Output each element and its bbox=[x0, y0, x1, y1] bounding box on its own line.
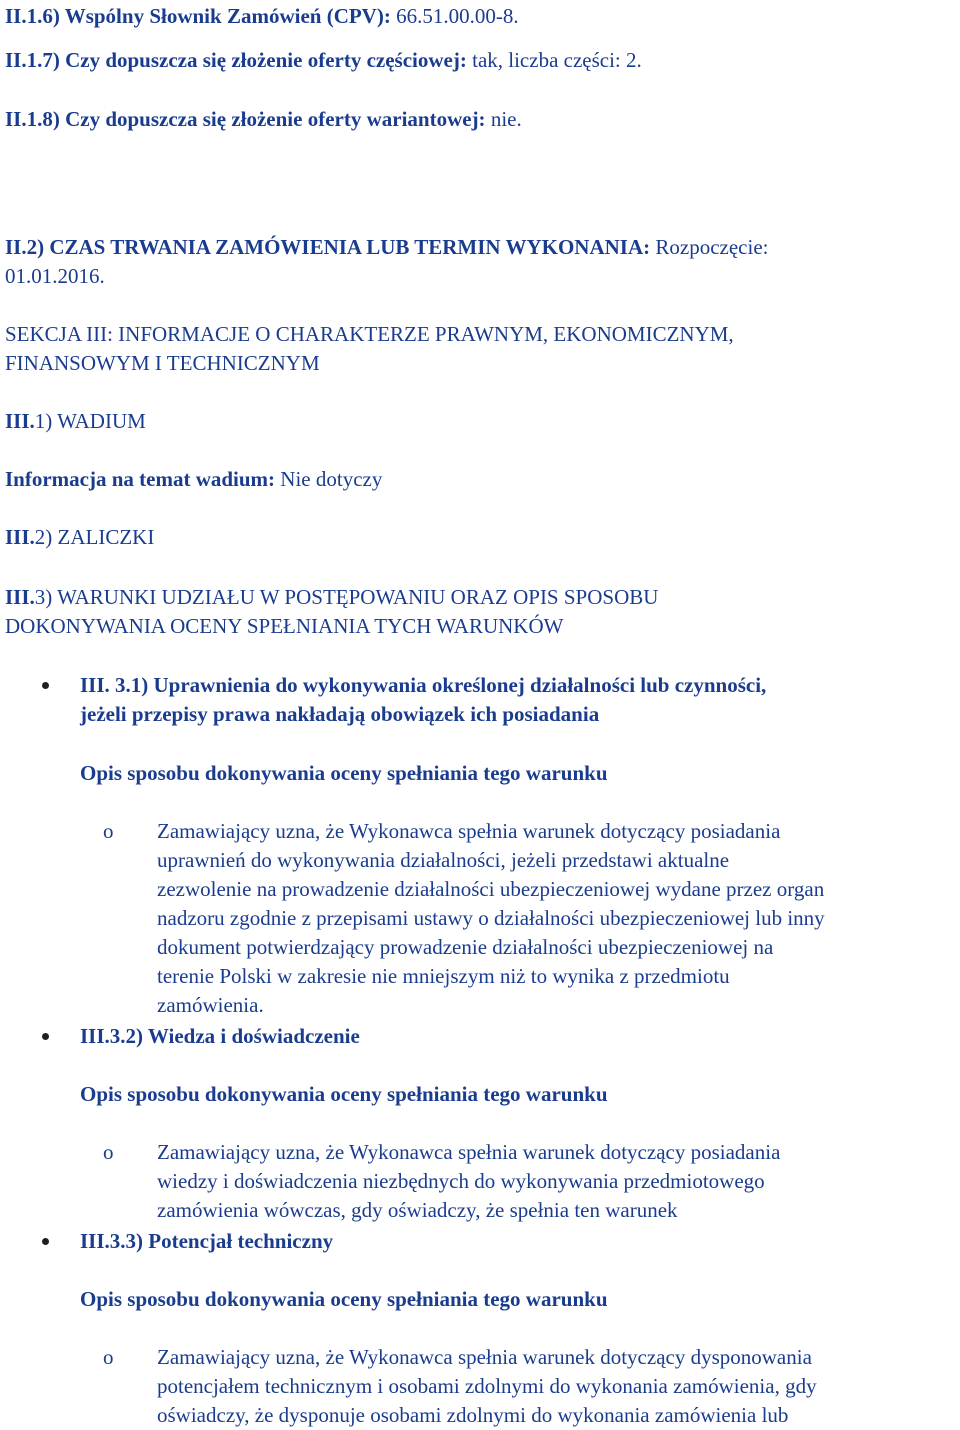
section-3-title-a: SEKCJA III: INFORMACJE O CHARAKTERZE PRAWNYM, EKONOMICZNYM, bbox=[5, 322, 734, 346]
bullet-icon bbox=[42, 1238, 49, 1245]
item-2-opis: Opis sposobu dokonywania oceny spełniania tego warunku bbox=[80, 1082, 608, 1106]
item-1-marker: o bbox=[103, 819, 114, 843]
wadium-info-line bbox=[5, 465, 382, 494]
item-2-text: Zamawiający uzna, że Wykonawca spełnia warunek dotyczący posiadania wiedzy i doświadczenia niezbędnych do wykonywania przedmiotowego zamówienia wówczas, gdy oświadczy, że spełnia ten warunek bbox=[157, 1140, 781, 1222]
wadium-heading: III.1) WADIUM bbox=[5, 409, 146, 433]
partial-offer-value: tak, liczba części: 2. bbox=[466, 48, 642, 72]
bullet-icon bbox=[42, 682, 49, 689]
warunki-heading-a: III.3) WARUNKI UDZIAŁU W POSTĘPOWANIU ORAZ OPIS SPOSOBU bbox=[5, 585, 659, 609]
item-1-heading-b: jeżeli przepisy prawa nakładają obowiązek ich posiadania bbox=[80, 702, 600, 726]
item-1-opis: Opis sposobu dokonywania oceny spełniania tego warunku bbox=[80, 761, 608, 785]
duration-date: 01.01.2016. bbox=[5, 264, 105, 288]
item-3-heading: III.3.3) Potencjał techniczny bbox=[80, 1229, 334, 1253]
partial-offer-label: II.1.7) Czy dopuszcza się złożenie oferty częściowej: bbox=[5, 48, 467, 72]
cpv-label: II.1.6) Wspólny Słownik Zamówień (CPV): bbox=[5, 4, 391, 28]
item-2-marker: o bbox=[103, 1140, 114, 1164]
item-3-marker: o bbox=[103, 1345, 114, 1369]
section-3-title-b: FINANSOWYM I TECHNICZNYM bbox=[5, 351, 320, 375]
wadium-info-label: Informacja na temat wadium: bbox=[5, 467, 276, 491]
item-1-text: Zamawiający uzna, że Wykonawca spełnia warunek dotyczący posiadania uprawnień do wykonywania działalności, jeżeli przedstawi aktualne zezwolenie na prowadzenie działalności ubezpieczeniowej wydane przez organ nadzoru zgodnie z przepisami ustawy o działalności ubezpieczeniowej lub inny dokument potwierdzający prowadzenie działalności ubezpieczeniowej na terenie Polski w zakresie nie mniejszym niż to wynika z przedmiotu zamówienia. bbox=[157, 819, 825, 1017]
wadium-info-value: Nie dotyczy bbox=[275, 467, 383, 491]
zaliczki-heading: III.2) ZALICZKI bbox=[5, 525, 155, 549]
partial-offer-line bbox=[5, 46, 642, 75]
warunki-heading-b: DOKONYWANIA OCENY SPEŁNIANIA TYCH WARUNKÓW bbox=[5, 614, 564, 638]
item-3-opis: Opis sposobu dokonywania oceny spełniania tego warunku bbox=[80, 1287, 608, 1311]
variant-offer-label: II.1.8) Czy dopuszcza się złożenie oferty wariantowej: bbox=[5, 107, 486, 131]
item-1-heading-a: III. 3.1) Uprawnienia do wykonywania określonej działalności lub czynności, bbox=[80, 673, 767, 697]
bullet-icon bbox=[42, 1033, 49, 1040]
item-3-text: Zamawiający uzna, że Wykonawca spełnia warunek dotyczący dysponowania potencjałem technicznym i osobami zdolnymi do wykonania zamówienia, gdy oświadczy, że dysponuje osobami zdolnymi do wykonania zamówienia lub bbox=[157, 1345, 817, 1427]
cpv-line bbox=[5, 2, 519, 31]
variant-offer-line bbox=[5, 105, 522, 134]
duration-value: Rozpoczęcie: bbox=[650, 235, 769, 259]
duration-label: II.2) CZAS TRWANIA ZAMÓWIENIA LUB TERMIN WYKONANIA: bbox=[5, 235, 651, 259]
cpv-value: 66.51.00.00-8. bbox=[390, 4, 519, 28]
variant-offer-value: nie. bbox=[485, 107, 522, 131]
item-2-heading: III.3.2) Wiedza i doświadczenie bbox=[80, 1024, 360, 1048]
duration-line bbox=[5, 233, 768, 262]
